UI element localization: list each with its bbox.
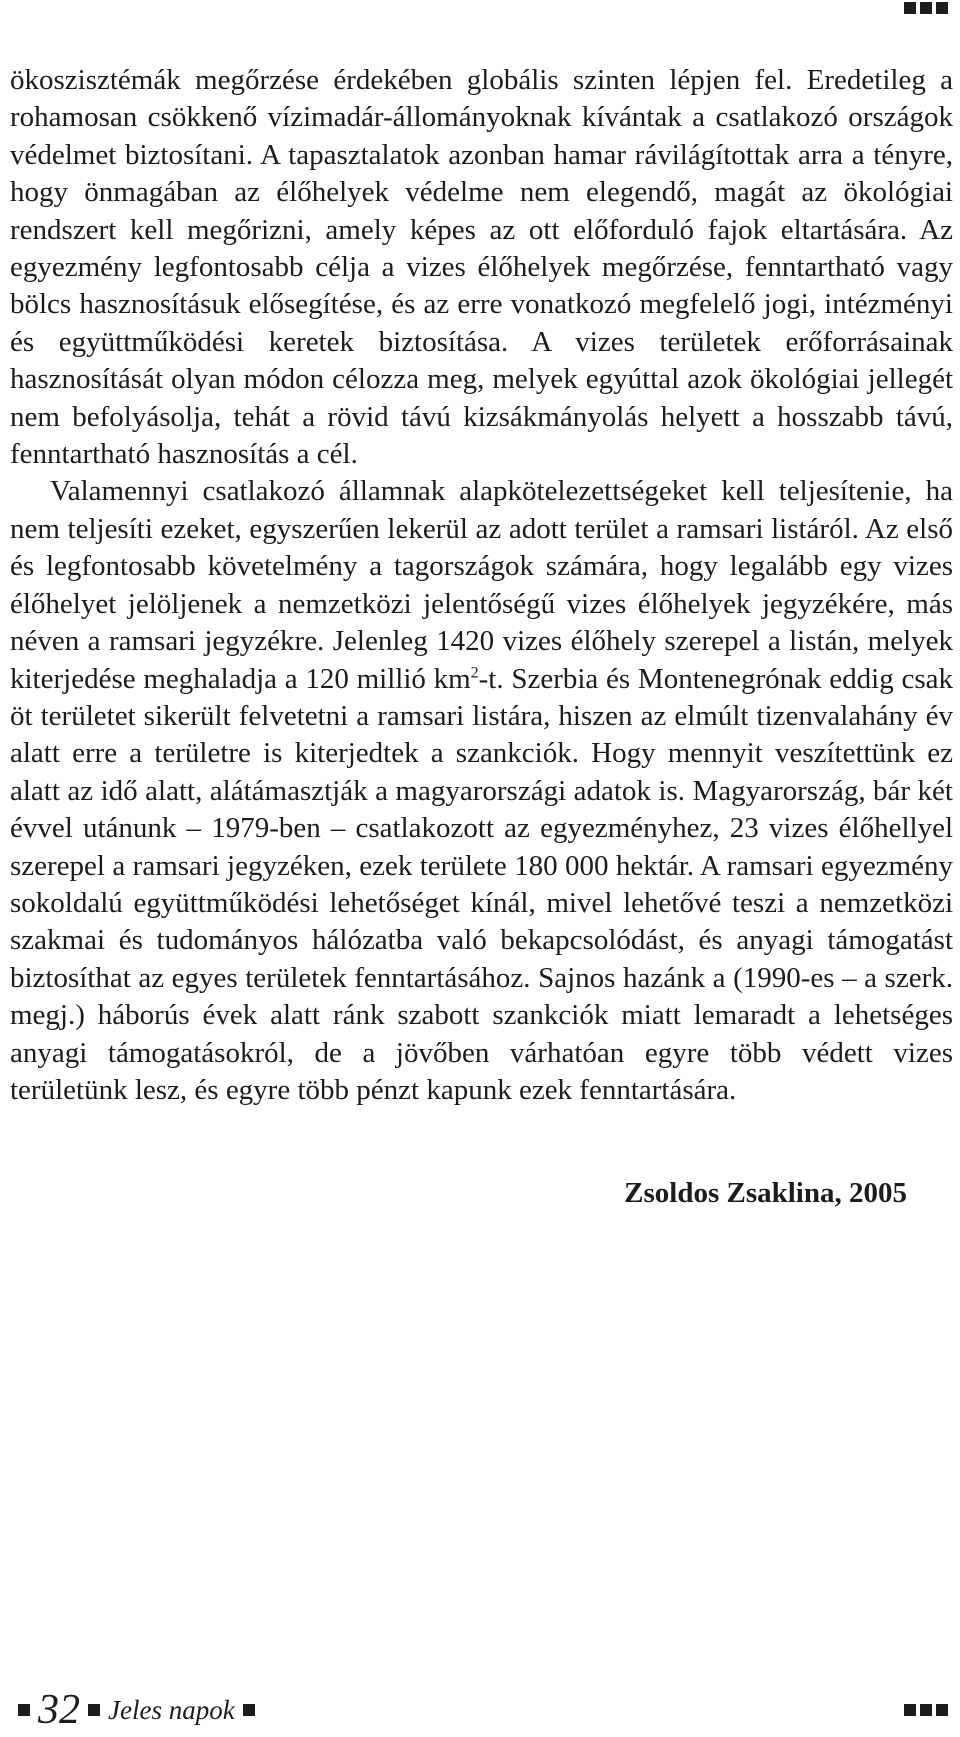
square-bullet-icon: [904, 1704, 916, 1716]
square-bullet-icon: [243, 1704, 255, 1716]
square-bullet-icon: [936, 1704, 948, 1716]
footer-square-ornament: [904, 1704, 948, 1716]
page-footer: [10, 1687, 948, 1733]
square-bullet-icon: [920, 1704, 932, 1716]
header-square-ornament: [904, 2, 948, 14]
square-bullet-icon: [88, 1704, 100, 1716]
paragraph-1: ökoszisztémák megőrzése érdekében globális szinten lépjen fel. Eredetileg a rohamosan csökkenő vízimadár-állományoknak kívántak a csatlakozó országok védelmet biztosítani. A tapasztalatok azonban hamar rávilágítottak arra a tényre, hogy önmagában az élőhelyek védelme nem elegendő, magát az ökológiai rendszert kell megőrizni, amely képes az ott előforduló fajok eltartására. Az egyezmény legfontosabb célja a vizes élőhelyek megőrzése, fenntartható vagy bölcs hasznosításuk elősegítése, és az erre vonatkozó megfelelő jogi, intézményi és együttműködési keretek biztosítása. A vizes területek erőforrásainak hasznosítását olyan módon célozza meg, melyek egyúttal azok ökológiai jellegét nem befolyásolja, tehát a rövid távú kizsákmányolás helyett a hosszabb távú, fenntartható hasznosítás a cél.: [10, 64, 953, 471]
paragraph-2-part-1: Valamennyi csatlakozó államnak alapkötelezettségeket kell teljesítenie, ha nem teljesíti ezeket, egyszerűen lekerül az adott terület a ramsari listáról. Az első és legfontosabb követelmény a tagországok számára, hogy legalább egy vizes élőhelyet jelöljenek a nemzetközi jelentőségű vizes élőhelyek jegyzékére, más néven a ramsari jegyzékre. Jelenleg 1420 vizes élőhely szerepel a listán, melyek kiterjedése meghaladja a 120 millió km: [10, 475, 953, 695]
paragraph-2: [10, 473, 953, 1109]
square-bullet-icon: [904, 2, 916, 14]
square-bullet-icon: [920, 2, 932, 14]
footer-left: [10, 1687, 263, 1733]
article-body: [10, 62, 953, 1109]
paragraph-2-part-2: -t. Szerbia és Montenegrónak eddig csak öt területet sikerült felvetetni a ramsari listára, hiszen az elmúlt tizenvalahány év alatt erre a területre is kiterjedtek a szankciók. Hogy mennyit veszítettünk ez alatt az idő alatt, alátámasztják a magyarországi adatok is. Magyarország, bár két évvel utánunk – 1979-ben – csatlakozott az egyezményhez, 23 vizes élőhellyel szerepel a ramsari jegyzéken, ezek területe 180 000 hektár. A ramsari egyezmény sokoldalú együttműködési lehetőséget kínál, mivel lehetővé teszi a nemzetközi szakmai és tudományos hálózatba való bekapcsolódást, és anyagi támogatást biztosíthat az egyes területek fenntartásához. Sajnos hazánk a (1990-es – a szerk. megj.) háborús évek alatt ránk szabott szankciók miatt lemaradt a lehetséges anyagi támogatásokról, de a jövőben várhatóan egyre több védett vizes területünk lesz, és egyre több pénzt kapunk ezek fenntartására.: [10, 662, 953, 1106]
square-bullet-icon: [936, 2, 948, 14]
page-number: 32: [38, 1687, 80, 1733]
section-name: Jeles napok: [108, 1694, 235, 1725]
superscript-exponent: 2: [470, 663, 479, 681]
author-signature: Zsoldos Zsaklina, 2005: [624, 1177, 907, 1209]
square-bullet-icon: [18, 1704, 30, 1716]
